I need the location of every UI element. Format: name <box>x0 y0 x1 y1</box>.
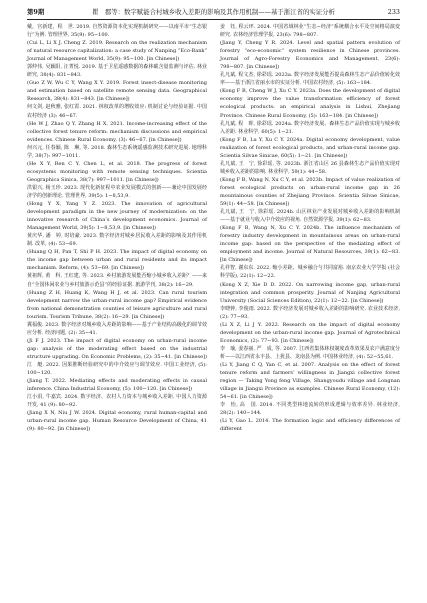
reference-entry: 姜 钰, 程云坪. 2024. 中国省域林业“生态−经济”系统耦合水平及空间格局演变研究. 农林经济管理学报, 23(6): 798−807. <box>220 24 400 39</box>
reference-entry: (Kong F B, Wang N, Xu C Y. 2024b. The influence mechanism of forestry industry development in mountainous areas on urban-rural income gap: based on the perspective of the mediating effect of employment and income. Journal of Natural Resources, 39(1): 62−83. [in Chinese]) <box>220 225 400 264</box>
reference-entry: (Jiang X N, Niu J W. 2024. Digital economy, rural human-capital and urban-rural income gap. Human Resource Development of China, 41 (9): 80−92. [in Chinese]) <box>27 410 207 433</box>
reference-entry: (Li X Z, Li J Y. 2022. Research on the impact of digital economy development on the urban-rural income gap. Journal of Agrotechnical Economics, (2): 77−93. [in Chinese]) <box>220 321 400 344</box>
reference-entry: 孔凡斌, 王 宁, 徐彩瑶. 2024b. 山区林业产业发展对城乡收入差距的影响机制——基于就业与收入中介效应的视角. 自然资源学报, 39(1): 62−83. <box>220 209 400 224</box>
reference-entry: 洪银兴, 杨玉珍. 2023. 现代化新征程中农业发展模式的创新——兼论中国发展经济学的创新理论. 管理世界, 39(5): 1−8,53,9. <box>27 184 207 199</box>
reference-entry: 郭仲伟, 吴颖阳, 汪菁悦. 2019. 基于卫星遥感数据的森林碳含量监测与评估. 林业研究, 38(4): 831−843. <box>27 64 207 79</box>
reference-entry: (Ji F J. 2023. The impact of digital economy on urban-rural income gap: analysis of the moderating effect based on the industrial structure upgrading. On Economic Problems, (2): 35−41. [in Chinese]) <box>27 337 207 360</box>
reference-entry: (Huang Z H, Huang K, Wang H J, et al. 2023. Can rural tourism development narrow the urban-rural income gap? Empirical evidence from national demonstration counties of leisure agriculture and rural tourism. Tourism Tribune, 38(2): 16−29. [in Chinese]) <box>27 289 207 320</box>
reference-entry: (Hong Y X, Yang Y Z. 2023. The innovation of agricultural development paradigm in the new journey of modernization: on the innovative research of China’s development economics. Journal of Management World, 39(5): 1−8,53,9. [in Chinese]) <box>27 201 207 232</box>
issue-number: 第9期 <box>27 8 45 16</box>
reference-entry: (He X Y, Ren C Y, Chen L, et al. 2018. The progress of forest ecosystems monitoring with remote sensing techniques. Scientia Geographica Sinica, 38(7): 997−1011. [in Chinese]) <box>27 160 207 183</box>
reference-entry: (Cui L, Li X J, Cheng Z. 2019. Research on the realization mechanism of natural resource capitalization: a case study of Nanping “Eco-Bank” Journal of Management World, 35(9): 95−100. [in Chinese]) <box>27 40 207 63</box>
reference-entry: 孔凡斌, 程 晖, 徐彩瑶. 2024a. 数字经济发展、森林生态产品价值实现与城乡收入差距. 林业科学, 60(5): 1−21. <box>220 120 400 135</box>
reference-entry: 戴，宫新建，程 世. 2019. 自然资源资本化实现机制研究——以南平市“生态银行”为例. 管理世界, 35(9): 95−100. <box>27 24 207 39</box>
page-number: 233 <box>387 8 400 16</box>
reference-entry: 江小涓, 牛嘉宾. 2024. 数字经济、农村人力资本与城乡收入差距. 中国人力资源开发, 41 (9): 80−92. <box>27 394 207 409</box>
reference-entry: 江 艇. 2022. 因果推断经验研究中的中介效应与调节效应. 中国工业经济, (5): 100−120. <box>27 361 207 377</box>
reference-entry: 李 瑜, 姜春丽, 严 成, 等. 2007. 江西省集体林权制度改革效果及农户满意度分析——以江西省永丰县、上犹县、龙南县为例. 中国林业经济, (4): 52−55,61. <box>220 345 400 360</box>
reference-entry: (Huang Q H, Pan T, Shi P H. 2023. The impact of digital economy on the income gap between urban and rural residents and its impact mechanism. Reform, (4): 53−69. [in Chinese]) <box>27 249 207 272</box>
running-title: 瞿 郡等：数字赋能合村城乡收入差距的影响及其作用机制——基于浙江省的实证分析 <box>92 8 335 16</box>
reference-entry: 黄祖辉, 黄 科, 王红建, 等. 2023. 乡村旅游发展能否缩小城乡收入差距？——来自“全国休闲农业与乡村旅游示范县”的经验证据. 旅游学刊, 38(2): 16−29. <box>27 273 207 288</box>
reference-entry: 孔祥智, 谢东东. 2022. 缩小差距、城乡融合与共同富裕. 南京农业大学学报 (社会科学版), 22(1): 12−22. <box>220 265 400 280</box>
reference-entry: 冀福俊. 2023. 数字经济对城乡收入差距的影响——基于产业结构高级化的调节效应分析. 经济问题, (2): 35−41. <box>27 321 207 336</box>
reference-entry: (Li Y, Gao L. 2014. The formation logic and efficiency differences of different <box>220 418 400 433</box>
reference-entry: 何兴元, 任春颖, 陈 琳, 等. 2018. 森林生态系统遥感监测技术研究进展. 地理科学, 38(7): 997−1011. <box>27 144 207 159</box>
reference-entry: (Kong F B, Wang N, Xu C Y, et al. 2023b. Impact of value realization of forest ecological products on urban-rural income gap in 26 mountainous counties of Zhejiang Province. Scientia Silvae Sinicae, 59(1): 44−58. [in Chinese]) <box>220 176 400 208</box>
reference-entry: (Li Y, Jiang C Q, Yan C, et al. 2007. Analysis on the effect of forest tenure reform and farmers’ willingness in Jiangxi collective forest region — Taking Yong feng Village, Shangyoudu village and Longnan village in Jiangxi Province as examples. Chinese Rural Economy, (12): 54−61. [in Chinese]) <box>220 361 400 401</box>
reference-entry: 孔凡斌, 程文杰, 徐彩瑶. 2023a. 数字经济发展能否提高森林生态产品价值转化效率——基于浙江省丽水市的实证分析. 中国农村经济, (5): 163−184. <box>220 72 400 87</box>
references-column-left <box>27 23 207 433</box>
reference-entry: 李晓钟, 李俊雨. 2022. 数字经济发展对城乡收入差距的影响研究. 农业技术经济, (2): 77−93. <box>220 305 400 320</box>
reference-entry: (Kong X Z, Xie D D. 2022. On narrowing income gap, urban-rural integration and common prosperity. Journal of Nanjing Agricultural University (Social Sciences Edition), 22(1): 12−22. [in Chinese]) <box>220 281 400 304</box>
reference-entry: (Jiang Y, Cheng Y R. 2024. Level and spatial pattern evolution of forestry “eco-economic” system resilience in Chinese provinces. Journal of Agro-Forestry Economics and Management, 23(6): 798−807. [in Chinese]) <box>220 40 400 71</box>
running-header <box>27 6 400 20</box>
references-column-right <box>220 23 400 433</box>
reference-entry: (Guo Z W, Wu C Y, Wang X Y. 2019. Forest insect-disease monitoring and estimation based on satellite remote sensing data. Geographical Research, 38(4): 831−843. [in Chinese]) <box>27 80 207 103</box>
reference-entry: (Kong F B, Cheng W J, Xu C Y. 2023a. Does the development of digital economy improve the value transformation efficiency of forest ecological products: an empirical analysis in Lishui, Zhejiang Province. Chinese Rural Economy, (5): 163−184. [in Chinese]) <box>220 88 400 119</box>
reference-entry: (Jiang T. 2022. Mediating effects and moderating effects in causal inference. China Industrial Economy, (5): 100−120. [in Chinese]) <box>27 378 207 393</box>
reference-entry: 黄庆华, 潘 婷, 时培豪. 2023. 数字经济对城乡居民收入差距的影响及其作用机制. 改革, (4): 53−69. <box>27 233 207 248</box>
reference-entry: 李 怡, 高 国. 2014. 不同类型林地流转的形成逻辑与效率差异. 林业经济, 28(2): 140−144. <box>220 402 400 417</box>
reference-entry: 孔凡斌, 王 宁, 徐彩瑶, 等. 2023b. 浙江省山区 26 县森林生态产品价值实现对城乡收入差距的影响. 林业科学, 59(1): 44−58. <box>220 160 400 175</box>
reference-entry: 何文剑, 赵秋雅, 张红霄. 2021. 林权改革的增收效应: 机制讨论与经验证据. 中国农村经济 (3): 46−67. <box>27 104 207 119</box>
reference-entry: (He W J, Zhao Q Y, Zhang H X. 2021. Income-increasing effect of the collective forest tenure reform: mechanism discussions and empirical evidences. Chinese Rural Economy, (3): 46−67. [in Chinese]) <box>27 120 207 143</box>
reference-entry: (Kong F B, Lu Y, Xu C Y. 2024a. Digital economy development, value realization of forest ecological products, and urban-rural income gap. Scientia Silvae Sinicae, 60(5): 1−21. [in Chinese]) <box>220 136 400 159</box>
